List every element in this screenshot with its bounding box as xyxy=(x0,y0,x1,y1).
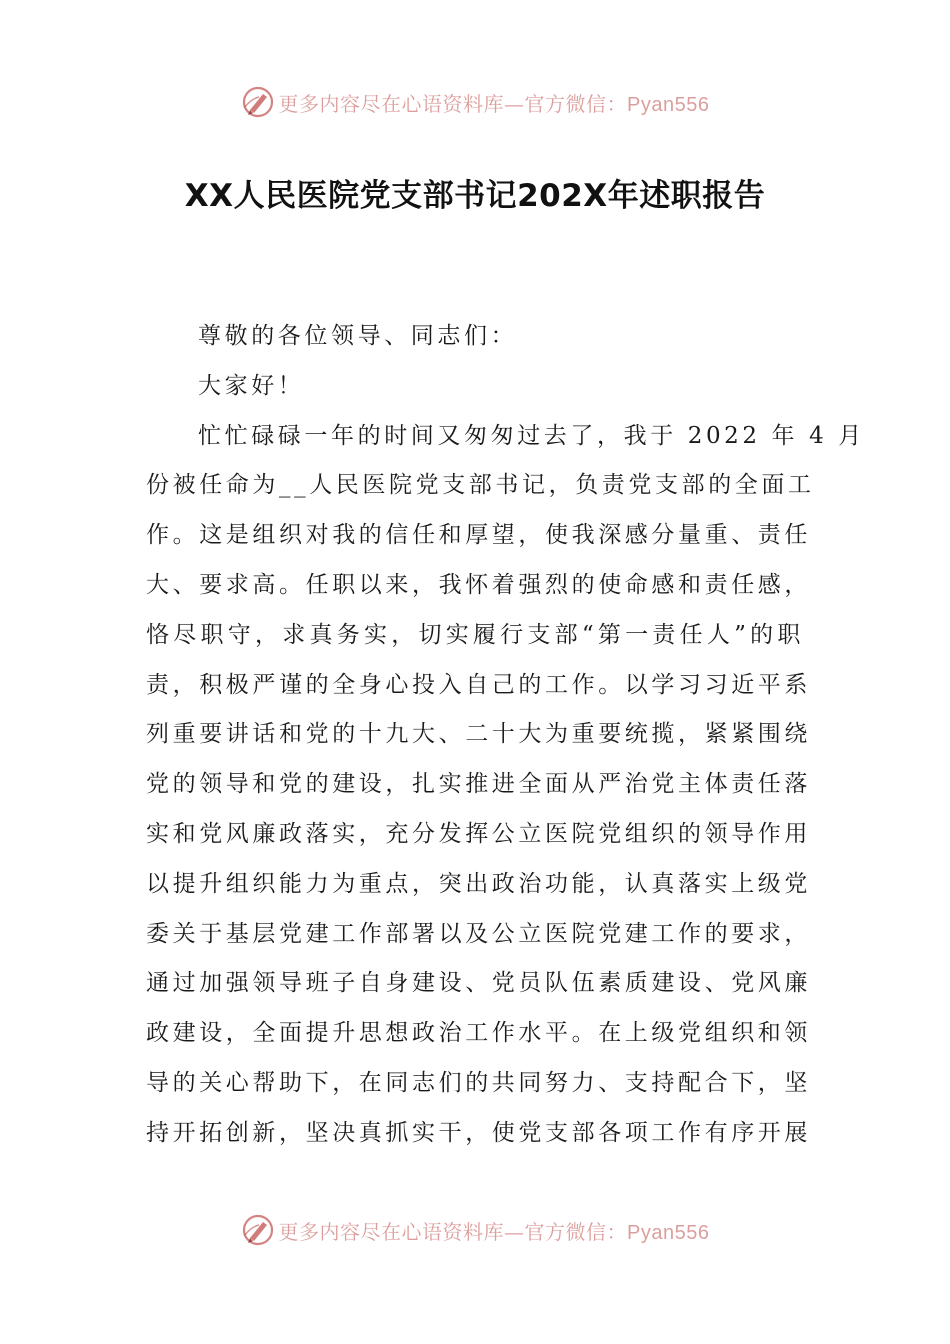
paragraph-line: 持开拓创新，坚决真抓实干，使党支部各项工作有序开展 xyxy=(146,1119,811,1146)
pen-seal-icon xyxy=(241,85,275,119)
paragraph-line: 以提升组织能力为重点，突出政治功能，认真落实上级党 xyxy=(146,870,811,897)
footer-watermark xyxy=(0,1210,950,1250)
paragraph-line: 作。这是组织对我的信任和厚望，使我深感分量重、责任 xyxy=(146,522,811,549)
paragraph-line: 忙忙碌碌一年的时间又匆匆过去了，我于 2022 年 4 月 xyxy=(198,422,865,449)
paragraph-line: 通过加强领导班子自身建设、党员队伍素质建设、党风廉 xyxy=(146,970,811,997)
paragraph-line: 列重要讲话和党的十九大、二十大为重要统揽，紧紧围绕 xyxy=(146,721,811,748)
salutation: 尊敬的各位领导、同志们： xyxy=(198,323,518,349)
pen-seal-icon xyxy=(241,1213,275,1247)
paragraph-line: 恪尽职守，求真务实，切实履行支部“第一责任人”的职 xyxy=(146,621,804,648)
paragraph-line: 份被任命为__人民医院党支部书记，负责党支部的全面工 xyxy=(146,472,815,499)
paragraph-line: 大、要求高。任职以来，我怀着强烈的使命感和责任感， xyxy=(146,571,811,598)
wechat-id: Pyan556 xyxy=(627,1221,710,1244)
paragraph-line: 实和党风廉政落实，充分发挥公立医院党组织的领导作用 xyxy=(146,820,811,847)
document-body xyxy=(146,312,865,1159)
header-watermark xyxy=(0,82,950,122)
watermark-text: 更多内容尽在心语资料库—官方微信：Pyan556 xyxy=(278,1219,710,1244)
paragraph-line: 委关于基层党建工作部署以及公立医院党建工作的要求， xyxy=(146,920,811,947)
paragraph-line: 党的领导和党的建设，扎实推进全面从严治党主体责任落 xyxy=(146,771,811,798)
wechat-id: Pyan556 xyxy=(627,93,710,116)
greeting: 大家好！ xyxy=(198,372,305,399)
watermark-text: 更多内容尽在心语资料库—官方微信：Pyan556 xyxy=(278,91,710,116)
document-title: XX人民医院党支部书记202X年述职报告 xyxy=(184,178,766,214)
paragraph-line: 责，积极严谨的全身心投入自己的工作。以学习习近平系 xyxy=(146,671,811,698)
paragraph-line: 导的关心帮助下，在同志们的共同努力、支持配合下，坚 xyxy=(146,1069,811,1096)
paragraph-line: 政建设，全面提升思想政治工作水平。在上级党组织和领 xyxy=(146,1020,811,1047)
